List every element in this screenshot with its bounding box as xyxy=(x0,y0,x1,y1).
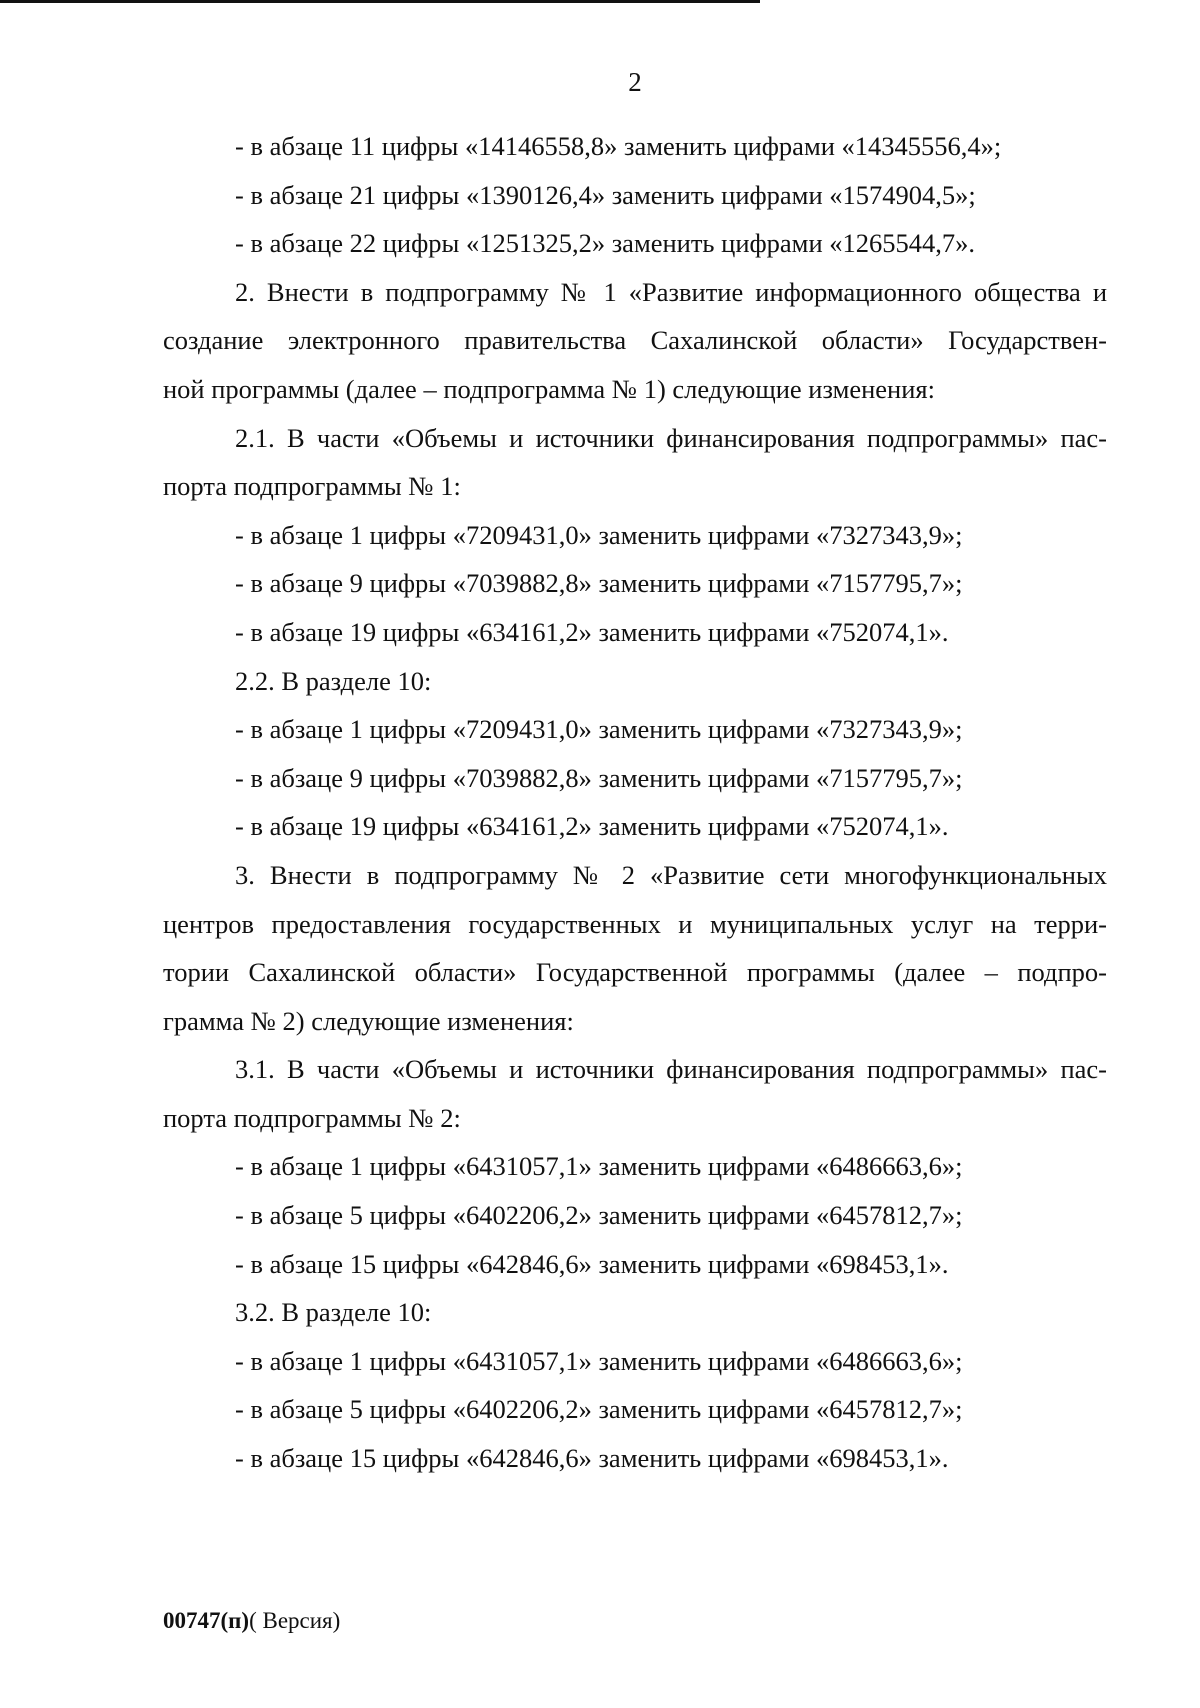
document-version: ( Версия) xyxy=(249,1608,341,1633)
text-line: центров предоставления государственных и муниципальных услуг на терри- xyxy=(163,908,1107,939)
text-line: 3. Внести в подпрограмму № 2 «Развитие сети многофункциональных xyxy=(235,859,1107,890)
text-line: - в абзаце 22 цифры «1251325,2» заменить цифрами «1265544,7». xyxy=(235,228,976,259)
document-footer xyxy=(163,1607,340,1635)
text-line: 3.2. В разделе 10: xyxy=(235,1297,432,1328)
text-line: ной программы (далее – подпрограмма № 1) следующие изменения: xyxy=(163,373,935,404)
text-line: - в абзаце 15 цифры «642846,6» заменить цифрами «698453,1». xyxy=(235,1443,949,1474)
document-body xyxy=(163,122,1107,1483)
text-line: 2.1. В части «Объемы и источники финансирования подпрограммы» пас- xyxy=(235,422,1107,453)
text-line: - в абзаце 21 цифры «1390126,4» заменить цифрами «1574904,5»; xyxy=(235,179,976,210)
text-line: 2.2. В разделе 10: xyxy=(235,665,432,696)
text-line: порта подпрограммы № 1: xyxy=(163,471,461,502)
text-line: - в абзаце 5 цифры «6402206,2» заменить цифрами «6457812,7»; xyxy=(235,1394,963,1425)
text-line: грамма № 2) следующие изменения: xyxy=(163,1005,574,1036)
page-number: 2 xyxy=(628,67,642,97)
text-line: - в абзаце 19 цифры «634161,2» заменить цифрами «752074,1». xyxy=(235,616,949,647)
text-line: тории Сахалинской области» Государственной программы (далее – подпро- xyxy=(163,957,1107,988)
text-line: создание электронного правительства Сахалинской области» Государствен- xyxy=(163,325,1107,356)
text-line: 3.1. В части «Объемы и источники финансирования подпрограммы» пас- xyxy=(235,1054,1107,1085)
text-line: - в абзаце 15 цифры «642846,6» заменить цифрами «698453,1». xyxy=(235,1248,949,1279)
text-line: - в абзаце 1 цифры «7209431,0» заменить цифрами «7327343,9»; xyxy=(235,714,963,745)
text-line: - в абзаце 1 цифры «6431057,1» заменить цифрами «6486663,6»; xyxy=(235,1151,963,1182)
top-rule xyxy=(0,0,760,3)
text-line: - в абзаце 11 цифры «14146558,8» заменить цифрами «14345556,4»; xyxy=(235,131,1002,161)
text-line: - в абзаце 1 цифры «6431057,1» заменить цифрами «6486663,6»; xyxy=(235,1345,963,1376)
text-line: - в абзаце 1 цифры «7209431,0» заменить цифрами «7327343,9»; xyxy=(235,519,963,550)
document-code: 00747(п) xyxy=(163,1608,250,1633)
text-line: - в абзаце 9 цифры «7039882,8» заменить цифрами «7157795,7»; xyxy=(235,568,963,599)
text-line: - в абзаце 5 цифры «6402206,2» заменить цифрами «6457812,7»; xyxy=(235,1200,963,1231)
text-line: 2. Внести в подпрограмму № 1 «Развитие информационного общества и xyxy=(235,276,1107,307)
text-line: - в абзаце 9 цифры «7039882,8» заменить цифрами «7157795,7»; xyxy=(235,762,963,793)
text-line: порта подпрограммы № 2: xyxy=(163,1102,461,1133)
text-line: - в абзаце 19 цифры «634161,2» заменить цифрами «752074,1». xyxy=(235,811,949,842)
